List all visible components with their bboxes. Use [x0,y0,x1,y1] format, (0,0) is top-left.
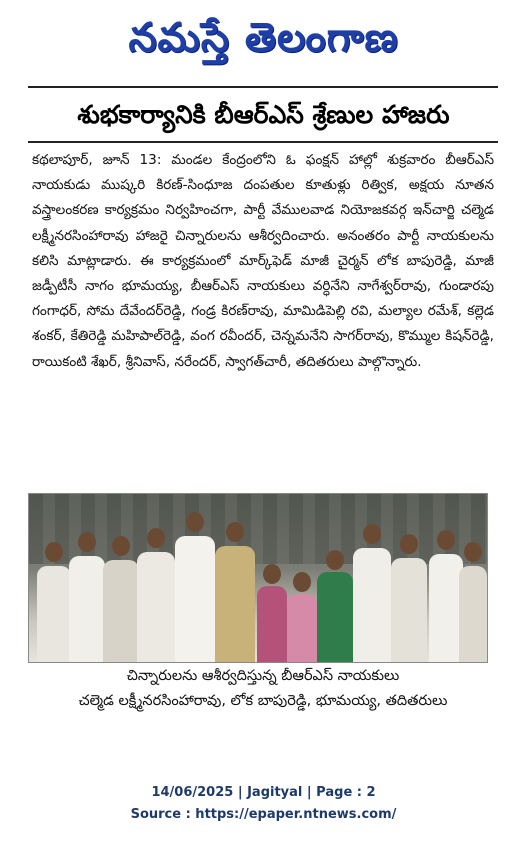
article-headline: శుభకార్యానికి బీఆర్ఎస్ శ్రేణుల హాజరు [77,100,450,129]
caption-line-1: చిన్నారులను ఆశీర్వదిస్తున్న బీఆర్ఎస్ నాయకులు [126,668,400,684]
photo-person [353,524,391,662]
photo-person [175,512,215,662]
photo-person [391,534,427,662]
masthead-title: నమస్తే తెలంగాణ [128,15,399,61]
headline-divider [28,141,498,143]
photo-caption [32,664,494,714]
page-footer [0,782,527,826]
article-photo [28,493,488,663]
footer-date-line: 14/06/2025 | Jagityal | Page : 2 [151,785,376,800]
photo-person [429,530,463,662]
article-body: కథలాపూర్, జూన్ 13: మండల కేంద్రంలోని ఓ ఫంక్షన్ హాల్లో శుక్రవారం బీఆర్ఎస్ నాయకుడు ముష్కరి కిరణ్-సింధూజ దంపతుల కూతుళ్లు రిత్విక, అక్షయ నూతన వస్త్రాలంకరణ కార్యక్రమం నిర్వహించగా, పార్టీ వేములవాడ నియోజకవర్గ ఇన్‌చార్జి చల్మెడ లక్ష్మీనరసింహారావు హాజరై చిన్నారులను ఆశీర్వదించారు. అనంతరం పార్టీ నాయకులను కలిసి మాట్లాడారు. ఈ కార్యక్రమంలో మార్క్‌ఫెడ్ మాజీ చైర్మన్ లోక బాపురెడ్డి, మాజీ జడ్పీటీసీ నాగం భూమయ్య, బీఆర్ఎస్ నాయకులు వర్ధినేని నాగేశ్వర్‌రావు, గుండారపు గంగాధర్, సోమ దేవేందర్‌రెడ్డి, గండ్ర కిరణ్‌రావు, మామిడిపెల్లి రవి, మల్యాల రమేశ్, కల్లెడ శంకర్, కేతిరెడ్డి మహిపాల్‌రెడ్డి, వంగ రవీందర్, చెన్నమనేని సాగర్‌రావు, కొమ్ముల కిషన్‌రెడ్డి, రాయికంటి శేఖర్, శ్రీనివాస్, నరేందర్, స్వాగత్‌చారీ, తదితరులు పాల్గొన్నారు. [32,152,494,370]
photo-person [69,532,105,662]
photo-person [215,522,255,662]
photo-person [37,542,71,662]
footer-source-line: Source : https://epaper.ntnews.com/ [130,807,397,822]
photo-person [137,528,175,662]
photo-person [317,550,353,662]
masthead-divider [28,86,498,88]
photo-person [103,536,139,662]
caption-line-2: చల్మెడ లక్ష్మీనరసింహారావు, లోక బాపురెడ్డి, భూమయ్య, తదితరులు [78,693,448,709]
photo-person [257,564,287,662]
photo-person [287,572,317,662]
photo-person [459,542,487,662]
